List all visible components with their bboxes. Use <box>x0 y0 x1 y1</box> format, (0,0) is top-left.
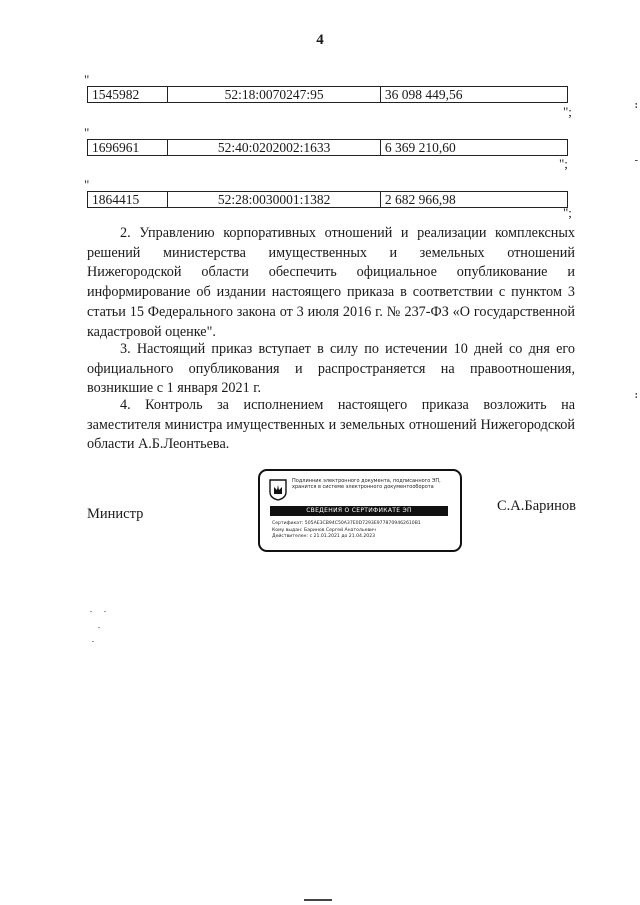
signer-position: Министр <box>87 506 144 522</box>
object-number: 1864415 <box>88 192 168 208</box>
stamp-details <box>272 521 454 541</box>
closing-quote: "; <box>559 156 568 171</box>
page-number: 4 <box>316 32 324 48</box>
object-number: 1696961 <box>88 140 168 156</box>
certificate-validity: Действителен: с 21.01.2021 до 21.04.2023 <box>272 534 376 539</box>
cadastral-table-row <box>87 139 568 156</box>
paragraph-3: 3. Настоящий приказ вступает в силу по истечении 10 дней со дня его официального опубликования и распространяется на правоотношения, возникшие с 1 января 2021 г. <box>87 341 575 397</box>
scan-speck <box>98 627 100 628</box>
stamp-title: СВЕДЕНИЯ О СЕРТИФИКАТЕ ЭП <box>270 506 448 516</box>
cadastral-table-row <box>87 86 568 103</box>
cadastral-table-row <box>87 191 568 208</box>
cadastral-number: 52:28:0030001:1382 <box>168 192 381 208</box>
scan-edge-mark: - <box>634 155 638 166</box>
cadastral-number: 52:40:0202002:1633 <box>168 140 381 156</box>
scan-speck <box>92 641 94 642</box>
scan-footer-mark <box>304 899 332 901</box>
scan-speck <box>104 611 106 612</box>
cadastral-value: 2 682 966,98 <box>380 192 567 208</box>
scan-edge-mark: : <box>634 100 638 111</box>
signer-name: С.А.Баринов <box>497 498 577 514</box>
electronic-signature-stamp <box>258 469 462 552</box>
opening-quote: " <box>84 125 90 140</box>
paragraph-2: 2. Управлению корпоративных отношений и реализации комплексных решений министерства имущественных и земельных отношений Нижегородской области обеспечить официальное опубликование и информирование об издании настоящего приказа в соответствии с пунктом 3 статьи 15 Федерального закона от 3 июля 2016 г. № 237-ФЗ «О государственной кадастровой оценке". <box>87 225 575 340</box>
opening-quote: " <box>84 72 90 87</box>
scan-speck <box>90 611 92 612</box>
cadastral-number: 52:18:0070247:95 <box>168 87 381 103</box>
coat-of-arms-icon <box>269 479 287 501</box>
certificate-owner: Кому выдан: Баринов Сергей Анатольевич <box>272 527 376 533</box>
cadastral-value: 36 098 449,56 <box>380 87 567 103</box>
opening-quote: " <box>84 177 90 192</box>
cadastral-value: 6 369 210,60 <box>380 140 567 156</box>
object-number: 1545982 <box>88 87 168 103</box>
paragraph-4: 4. Контроль за исполнением настоящего приказа возложить на заместителя министра имущественных и земельных отношений Нижегородской области А.Б.Леонтьева. <box>87 397 575 453</box>
certificate-serial: Сертификат: 505AE3CB94C50A37E0D7293E9778709462610B1 <box>272 521 421 526</box>
scan-edge-mark: : <box>634 390 638 401</box>
stamp-note: Подлинник электронного документа, подписанного ЭП, хранится в системе электронного документооборота <box>292 478 441 490</box>
closing-quote: "; <box>563 104 572 119</box>
closing-quote: "; <box>563 205 572 220</box>
